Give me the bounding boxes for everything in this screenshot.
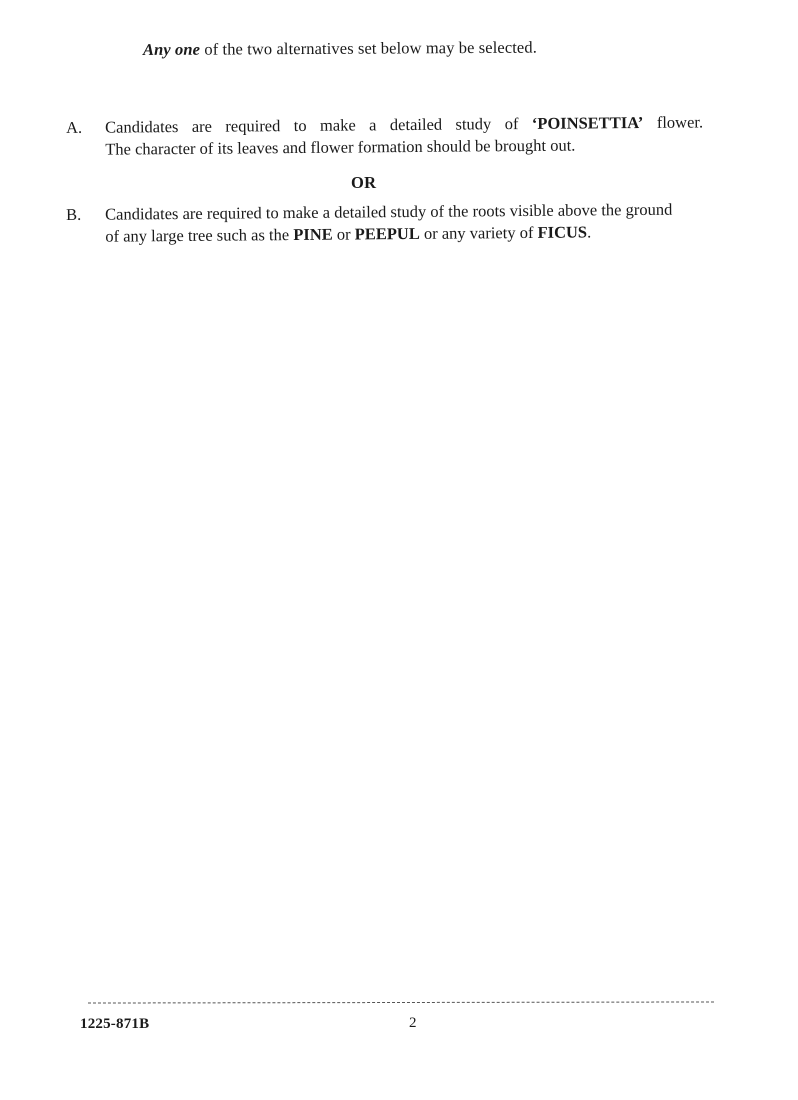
flower-name: ‘POINSETTIA’ (531, 112, 644, 133)
text-segment: or any variety of (419, 222, 538, 243)
tree-name-ficus: FICUS (537, 222, 588, 242)
option-b-line-1: Candidates are required to make a detailed study of the roots visible above the ground (105, 199, 673, 224)
text-segment: or (332, 224, 355, 244)
option-b-line-2 (105, 220, 705, 247)
option-a-line-2: The character of its leaves and flower formation should be brought out. (105, 135, 576, 159)
tree-name-peepul: PEEPUL (354, 223, 420, 244)
instruction-line (143, 38, 537, 60)
text-segment: of any large tree such as the (105, 225, 294, 246)
option-marker: A. (66, 117, 83, 137)
option-a-line-1-pre: Candidates are required to make a detailed study of (105, 113, 532, 137)
footer-divider (88, 1001, 714, 1003)
text-segment: . (586, 222, 592, 242)
or-separator: OR (351, 173, 377, 192)
option-text (105, 111, 705, 160)
instruction-emphasis: Any one (142, 39, 201, 59)
option-text (105, 198, 705, 247)
tree-name-pine: PINE (293, 224, 333, 245)
paper-code: 1225-871B (80, 1016, 150, 1032)
instruction-text: of the two alternatives set below may be selected. (200, 37, 537, 59)
option-a-line-1-post: flower. (643, 112, 704, 132)
page-number: 2 (409, 1015, 417, 1031)
option-marker: B. (66, 204, 82, 224)
